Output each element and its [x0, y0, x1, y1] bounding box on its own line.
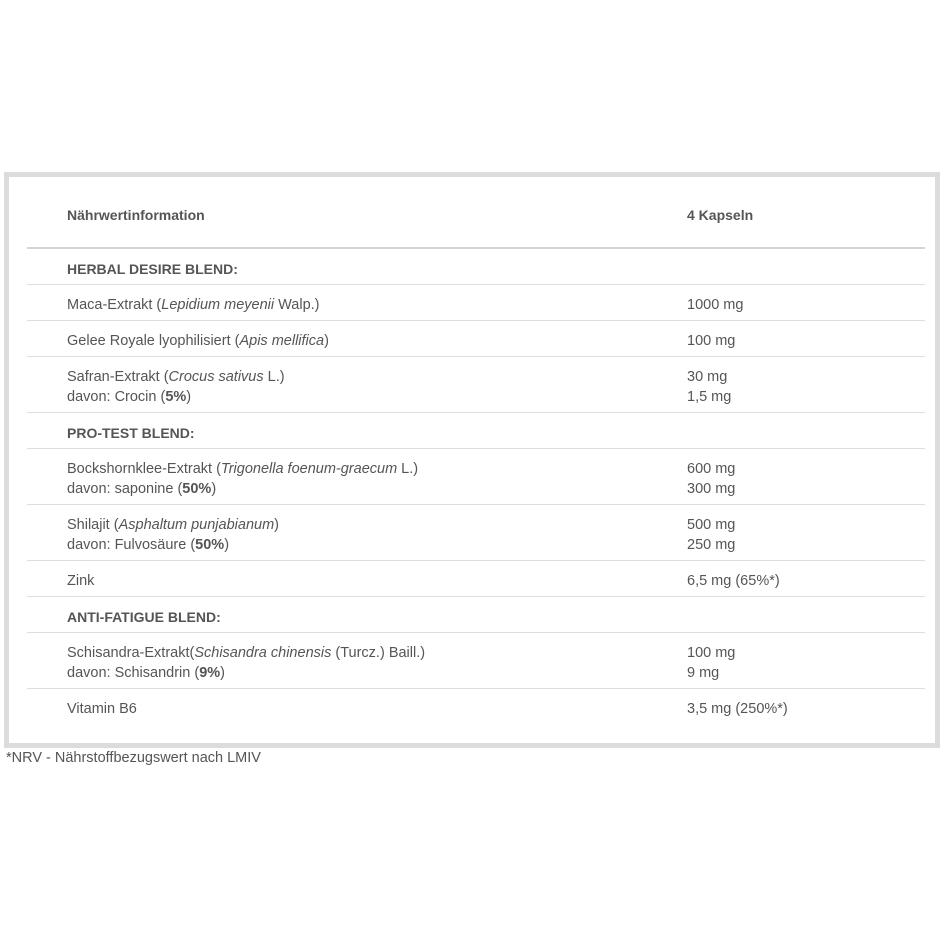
- section-title: ANTI-FATIGUE BLEND:: [67, 609, 221, 625]
- table-row: [27, 285, 925, 321]
- table-header: [27, 177, 925, 249]
- ingredient-name: Shilajit (Asphaltum punjabianum) davon: Fulvosäure (50%): [67, 517, 279, 553]
- ingredient-amount: 6,5 mg (65%*): [687, 573, 780, 589]
- header-value: 4 Kapseln: [687, 207, 754, 223]
- nutrition-table: [4, 172, 940, 748]
- table-row: [27, 561, 925, 597]
- table-row: [27, 689, 925, 729]
- ingredient-amount: 1000 mg: [687, 297, 744, 313]
- ingredient-name: Zink: [67, 573, 95, 589]
- ingredient-name: Maca-Extrakt (Lepidium meyenii Walp.): [67, 297, 320, 313]
- table-row: [27, 321, 925, 357]
- ingredient-amount: 3,5 mg (250%*): [687, 701, 788, 717]
- ingredient-name: Bockshornklee-Extrakt (Trigonella foenum-graecum L.) davon: saponine (50%): [67, 461, 419, 497]
- table-row: [27, 357, 925, 413]
- footnote: *NRV - Nährstoffbezugswert nach LMIV: [6, 750, 261, 766]
- ingredient-amount: 100 mg 9 mg: [687, 645, 736, 681]
- ingredient-name: Vitamin B6: [67, 701, 137, 717]
- header-name: Nährwertinformation: [67, 207, 205, 223]
- section-row: [27, 249, 925, 285]
- section-title: PRO-TEST BLEND:: [67, 425, 195, 441]
- ingredient-amount: 600 mg 300 mg: [687, 461, 736, 497]
- ingredient-name: Gelee Royale lyophilisiert (Apis mellifica): [67, 333, 329, 349]
- section-row: [27, 413, 925, 449]
- ingredient-name: Schisandra-Extrakt(Schisandra chinensis (Turcz.) Baill.) davon: Schisandrin (9%): [67, 645, 426, 681]
- ingredient-amount: 100 mg: [687, 333, 736, 349]
- ingredient-name: Safran-Extrakt (Crocus sativus L.) davon: Crocin (5%): [67, 369, 285, 405]
- ingredient-amount: 30 mg 1,5 mg: [687, 369, 732, 405]
- section-row: [27, 597, 925, 633]
- table-row: [27, 449, 925, 505]
- section-title: HERBAL DESIRE BLEND:: [67, 261, 238, 277]
- table-row: [27, 505, 925, 561]
- ingredient-amount: 500 mg 250 mg: [687, 517, 736, 553]
- table-row: [27, 633, 925, 689]
